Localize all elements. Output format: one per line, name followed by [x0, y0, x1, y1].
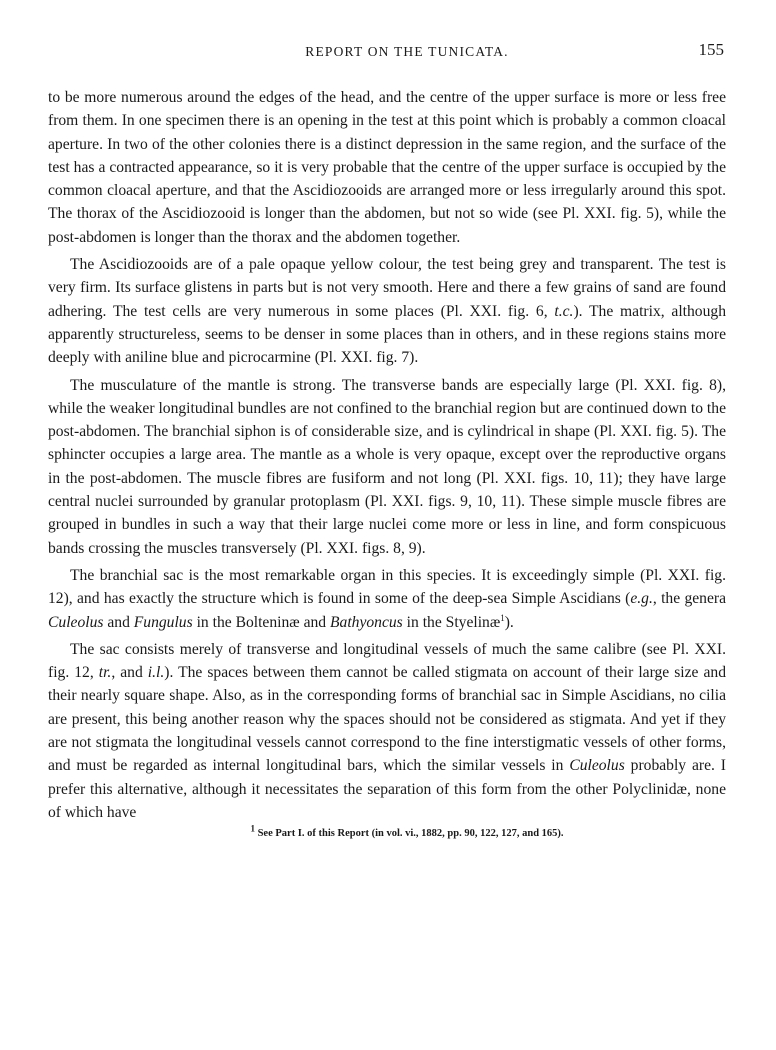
text-run: The sac consists merely of transverse and longitudinal vessels of much the same calibre (see Pl. XXI. fig. 12, — [48, 640, 726, 682]
text-run: The Ascidiozooids are of a pale opaque yellow colour, the test being grey and transparent. The test is very firm. Its surface glistens in parts but is not very smooth. Here and there a few grains of sand are found adhering. The test cells are very numerous in some places (Pl. XXI. fig. 6, — [48, 256, 726, 320]
footnote-reference: 1 — [500, 612, 505, 623]
italic-term: Fungulus — [133, 613, 193, 631]
text-run: The branchial sac is the most remarkable organ in this species. It is exceedingly simple (Pl. XXI. fig. 12), and has exactly the structure which is found in some of the deep-sea Simple Ascidians ( — [48, 566, 726, 608]
paragraph — [48, 86, 726, 249]
footnote — [48, 823, 726, 840]
text-run: and — [103, 613, 134, 631]
italic-term: t.c. — [554, 302, 574, 320]
footnote-marker: 1 — [250, 823, 255, 834]
italic-term: Culeolus — [48, 613, 104, 631]
text-run: in the Styelinæ — [402, 613, 501, 631]
paragraph — [48, 374, 726, 560]
text-run: ). — [504, 613, 514, 631]
text-run: probably are. I prefer this alternative, although it necessitates the separation of this form from the other Polyclinidæ, none of which have — [48, 757, 726, 821]
italic-term: Bathyoncus — [330, 613, 403, 631]
page-header — [48, 40, 726, 66]
running-title: REPORT ON THE TUNICATA. — [305, 44, 509, 59]
italic-term: Culeolus — [569, 757, 625, 775]
text-run: , the genera — [652, 590, 726, 608]
italic-term: e.g. — [630, 590, 653, 608]
page-number: 155 — [698, 40, 724, 59]
text-run: The musculature of the mantle is strong. The transverse bands are especially large (Pl. XXI. fig. 8), while the weaker longitudinal bundles are not confined to the branchial region but are continued down to the post-abdomen. The branchial siphon is of considerable size, and is cylindrical in shape (Pl. XXI. fig. 5). The sphincter occupies a large area. The mantle as a whole is very opaque, except over the reproductive organs in the post-abdomen. The muscle fibres are fusiform and not long (Pl. XXI. figs. 10, 11); they have large central nuclei surrounded by granular protoplasm (Pl. XXI. figs. 9, 10, 11). These simple muscle fibres are grouped in bundles in such a way that their large nuclei come more or less in line, and form conspicuous bands crossing the muscles transversely (Pl. XXI. figs. 8, 9). — [48, 376, 726, 557]
paragraph — [48, 253, 726, 369]
text-run: ). The matrix, although apparently structureless, seems to be denser in some places than in others, and in these regions stains more deeply with aniline blue and picrocarmine (Pl. XXI. fig. 7). — [48, 302, 726, 367]
text-run: , and — [111, 664, 148, 682]
text-run: in the Bolteninæ and — [192, 613, 330, 631]
italic-term: i.l. — [147, 664, 165, 682]
footnote-text: See Part I. of this Report (in vol. vi., 1882, pp. 90, 122, 127, and 165). — [257, 828, 564, 840]
text-run: to be more numerous around the edges of the head, and the centre of the upper surface is more or less free from them. In one specimen there is an opening in the test at this point which is probably a common cloacal aperture. In two of the other colonies there is a distinct depression in the same region, and the surface of the test has a contracted appearance, so it is very probable that the centre of the upper surface is occupied by the common cloacal aperture, and that the Ascidiozooids are arranged more or less irregularly around this spot. The thorax of the Ascidiozooid is longer than the abdomen, but not so wide (see Pl. XXI. fig. 5), while the post-abdomen is longer than the thorax and the abdomen together. — [48, 89, 726, 246]
paragraph — [48, 638, 726, 824]
italic-term: tr. — [98, 664, 112, 682]
paragraph — [48, 564, 726, 634]
text-run: ). The spaces between them cannot be called stigmata on account of their large size and their nearly square shape. Also, as in the corresponding forms of branchial sac in Simple Ascidians, no cilia are present, this being another reason why the spaces should not be considered as stigmata. And yet if they are not stigmata the longitudinal vessels cannot correspond to the fine interstigmatic vessels of other forms, and must be regarded as internal longitudinal bars, which the similar vessels in — [48, 664, 726, 775]
document-page — [48, 40, 726, 839]
body-text — [48, 86, 726, 824]
